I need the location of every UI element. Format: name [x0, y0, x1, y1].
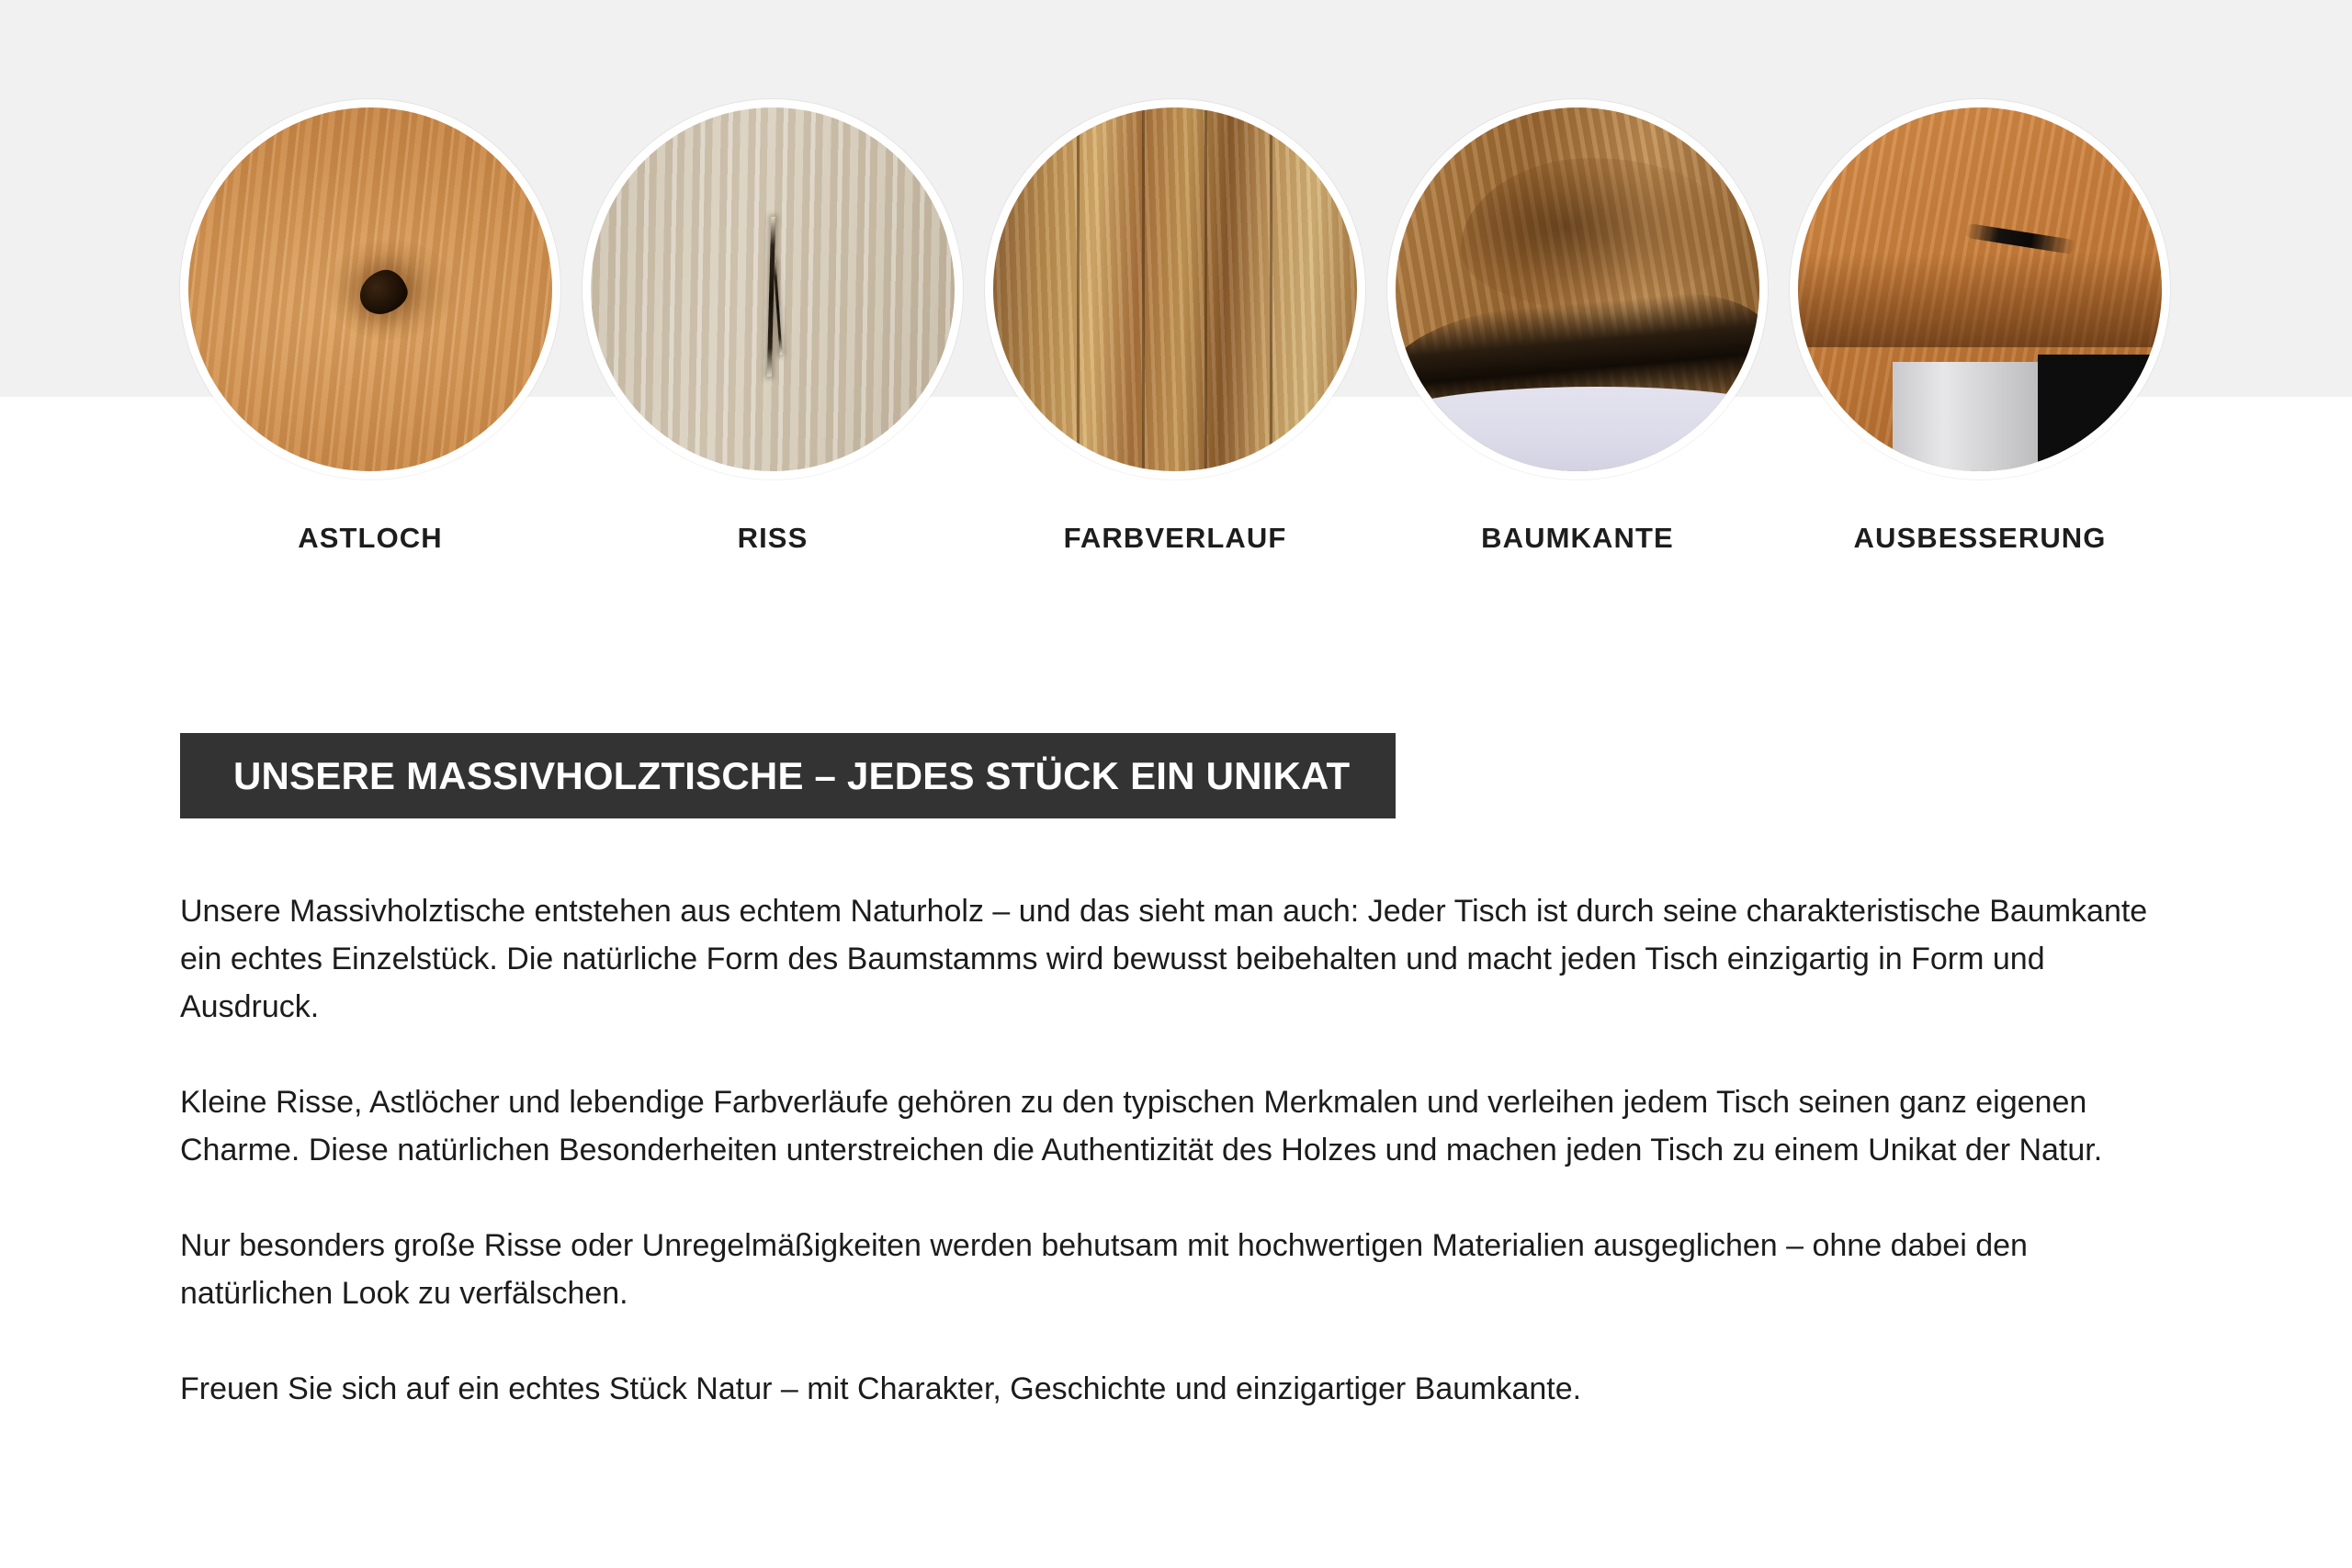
feature-image-frame [985, 99, 1365, 479]
wood-crack-icon [591, 107, 955, 471]
feature-image-frame [1387, 99, 1768, 479]
paragraph-2: Kleine Risse, Astlöcher und lebendige Farbverläufe gehören zu den typischen Merkmalen und verleihen jedem Tisch seinen ganz eigenen Charme. Diese natürlichen Besonderheiten unterstreichen die Authentizität des Holzes und machen jeden Tisch zu einem Unikat der Natur. [180, 1085, 2103, 1168]
paragraph-4: Freuen Sie sich auf ein echtes Stück Natur – mit Charakter, Geschichte und einzigartiger Baumkante. [180, 1371, 1582, 1406]
wood-feature-strip [180, 99, 2192, 555]
wood-color-gradient-icon [993, 107, 1357, 471]
plank-seam-shape [1142, 107, 1145, 471]
floor-area-shape [1396, 387, 1759, 471]
table-edge-shadow-shape [1798, 253, 2162, 347]
plank-seam-shape [1270, 107, 1272, 471]
feature-image-frame [1790, 99, 2170, 479]
feature-item-baumkante [1387, 99, 1768, 555]
feature-label: AUSBESSERUNG [1853, 522, 2107, 554]
plank-seam-shape [1077, 107, 1080, 471]
feature-item-ausbesserung [1790, 99, 2170, 555]
plank-seam-shape [1204, 107, 1207, 471]
section-heading-bar [180, 733, 1396, 818]
black-leg-shape [2038, 355, 2162, 471]
paragraph-1: Unsere Massivholztische entstehen aus echtem Naturholz – und das sieht man auch: Jeder Tisch ist durch seine charakteristische Baumkante ein echtes Einzelstück. Die natürliche Form des Baumstamms wird bewusst beibehalten und macht jeden Tisch einzigartig in Form und Ausdruck. [180, 894, 2148, 1024]
body-copy [180, 887, 2179, 1413]
feature-item-farbverlauf [985, 99, 1365, 555]
feature-label: RISS [737, 522, 808, 554]
feature-label: BAUMKANTE [1481, 522, 1674, 554]
feature-item-astloch [180, 99, 560, 555]
wood-live-edge-icon [1396, 107, 1759, 471]
paragraph-3: Nur besonders große Risse oder Unregelmäßigkeiten werden behutsam mit hochwertigen Materialien ausgeglichen – ohne dabei den natürlichen Look zu verfälschen. [180, 1228, 2028, 1311]
feature-image-frame [582, 99, 963, 479]
page-title: UNSERE MASSIVHOLZTISCHE – JEDES STÜCK EIN UNIKAT [233, 753, 1351, 797]
crack-line-shape [767, 217, 776, 377]
feature-item-riss [582, 99, 963, 555]
wood-knot-icon [188, 107, 552, 471]
resin-filled-crack-shape [1965, 222, 2076, 254]
feature-label: FARBVERLAUF [1063, 522, 1287, 554]
crack-line-secondary-shape [773, 260, 782, 355]
feature-label: ASTLOCH [298, 522, 443, 554]
feature-image-frame [180, 99, 560, 479]
metal-leg-shape [1893, 362, 2038, 471]
wood-repair-icon [1798, 107, 2162, 471]
